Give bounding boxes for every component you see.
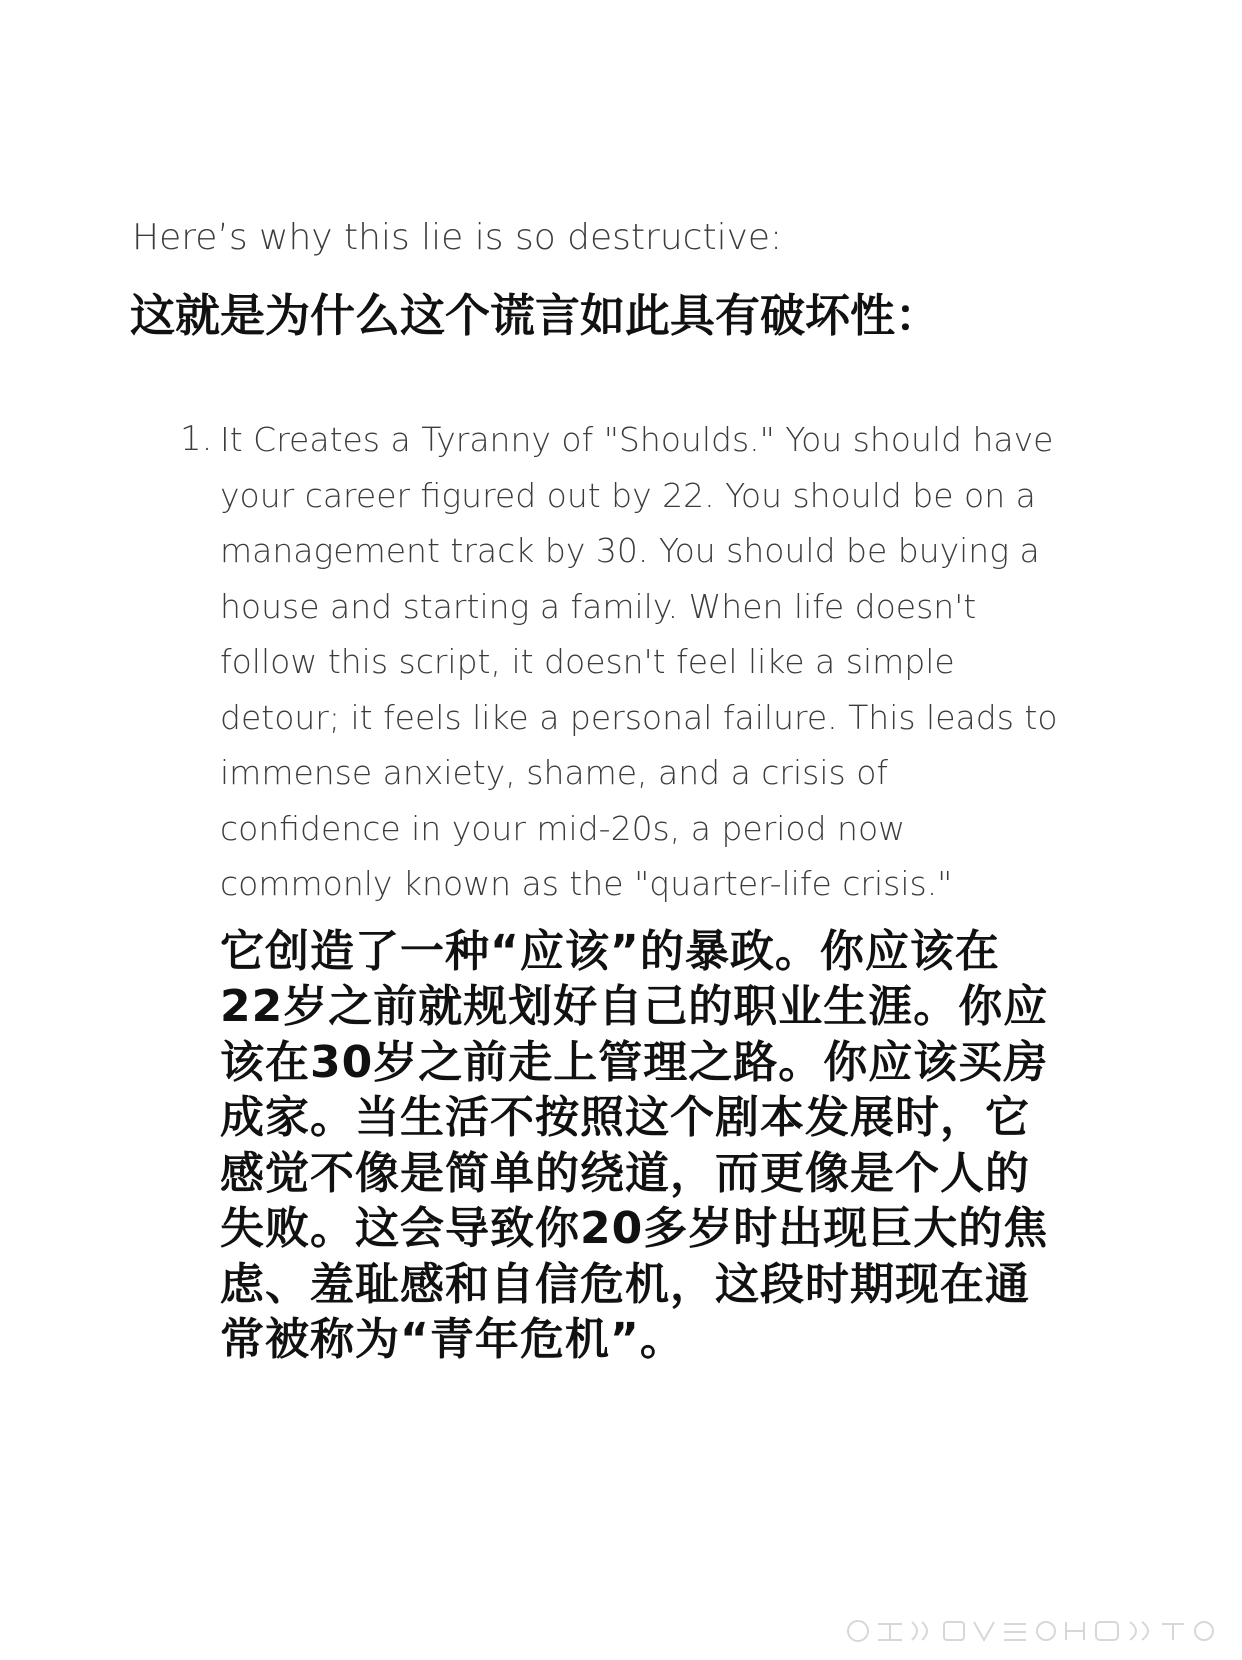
intro-chinese-text: 这就是为什么这个谎言如此具有破坏性：	[130, 289, 941, 342]
list-item-number: 1.	[180, 419, 213, 459]
numbered-list	[180, 412, 1060, 1368]
watermark-logo	[844, 1616, 1224, 1646]
list-item	[180, 412, 1060, 1368]
list-item-english-text: It Creates a Tyranny of "Shoulds." You should have your career figured out by 22. You should be on a management track by 30. You should be buying a house and starting a family. When life doesn't follow this script, it doesn't feel like a simple detour; it feels like a personal failure. This leads to immense anxiety, shame, and a crisis of confidence in your mid-20s, a period now commonly known as the "quarter-life crisis."	[220, 420, 1058, 903]
intro-english-text: Here’s why this lie is so destructive:	[132, 217, 783, 258]
list-item-chinese-text: 它创造了一种“应该”的暴政。你应该在22岁之前就规划好自己的职业生涯。你应该在30岁之前走上管理之路。你应该买房成家。当生活不按照这个剧本发展时，它感觉不像是简单的绕道，而更像是个人的失败。这会导致你20多岁时出现巨大的焦虑、羞耻感和自信危机，这段时期现在通常被称为“青年危机”。	[220, 925, 1049, 1365]
